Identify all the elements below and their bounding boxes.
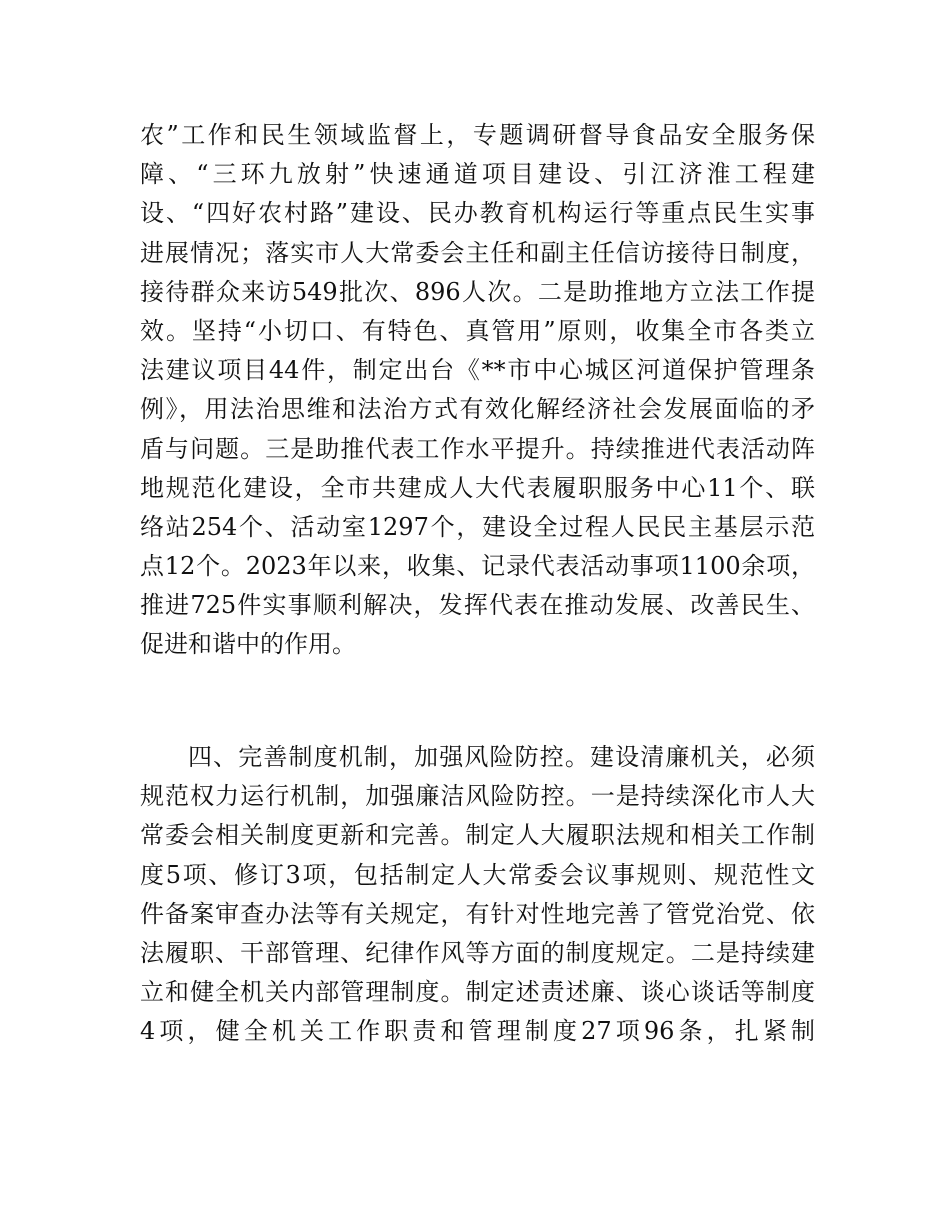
text-line: 规范权力运行机制，加强廉洁风险防控。一是持续深化市人大 xyxy=(140,782,815,811)
text-line: 促进和谐中的作用。 xyxy=(140,630,356,659)
paragraph-institutional-mechanisms xyxy=(140,738,815,1052)
text-line: 度5项、修订3项，包括制定人大常委会议事规则、规范性文 xyxy=(140,860,815,889)
paragraph-oversight-legislation xyxy=(140,116,815,665)
text-line: 络站254个、活动室1297个，建设全过程人民民主基层示范 xyxy=(140,512,815,541)
text-line: 四、完善制度机制，加强风险防控。建设清廉机关，必须 xyxy=(188,743,815,771)
text-line: 地规范化建设，全市共建成人大代表履职服务中心11个、联 xyxy=(140,473,815,502)
text-line: 法建议项目44件，制定出台《**市中心城区河道保护管理条 xyxy=(140,356,815,385)
text-line: 农”工作和民生领域监督上，专题调研督导食品安全服务保 xyxy=(140,121,815,149)
text-line: 件备案审查办法等有关规定，有针对性地完善了管党治党、依 xyxy=(140,899,815,928)
text-line: 进展情况；落实市人大常委会主任和副主任信访接待日制度， xyxy=(140,238,815,267)
text-line: 立和健全机关内部管理制度。制定述责述廉、谈心谈话等制度 xyxy=(140,978,815,1007)
text-line: 法履职、干部管理、纪律作风等方面的制度规定。二是持续建 xyxy=(140,938,815,967)
text-line: 点12个。2023年以来，收集、记录代表活动事项1100余项， xyxy=(140,552,815,581)
text-line: 设、“四好农村路”建设、民办教育机构运行等重点民生实事 xyxy=(140,199,815,228)
text-line: 推进725件实事顺利解决，发挥代表在推动发展、改善民生、 xyxy=(140,591,815,620)
text-line: 效。坚持“小切口、有特色、真管用”原则，收集全市各类立 xyxy=(140,316,815,345)
text-line: 常委会相关制度更新和完善。制定人大履职法规和相关工作制 xyxy=(140,821,815,850)
text-line: 盾与问题。三是助推代表工作水平提升。持续推进代表活动阵 xyxy=(140,434,815,463)
text-line: 接待群众来访549批次、896人次。二是助推地方立法工作提 xyxy=(140,277,815,306)
text-line: 4项，健全机关工作职责和管理制度27项96条，扎紧制 xyxy=(140,1017,815,1046)
text-line: 例》，用法治思维和法治方式有效化解经济社会发展面临的矛 xyxy=(140,395,815,424)
text-line: 障、“三环九放射”快速通道项目建设、引江济淮工程建 xyxy=(140,160,815,189)
